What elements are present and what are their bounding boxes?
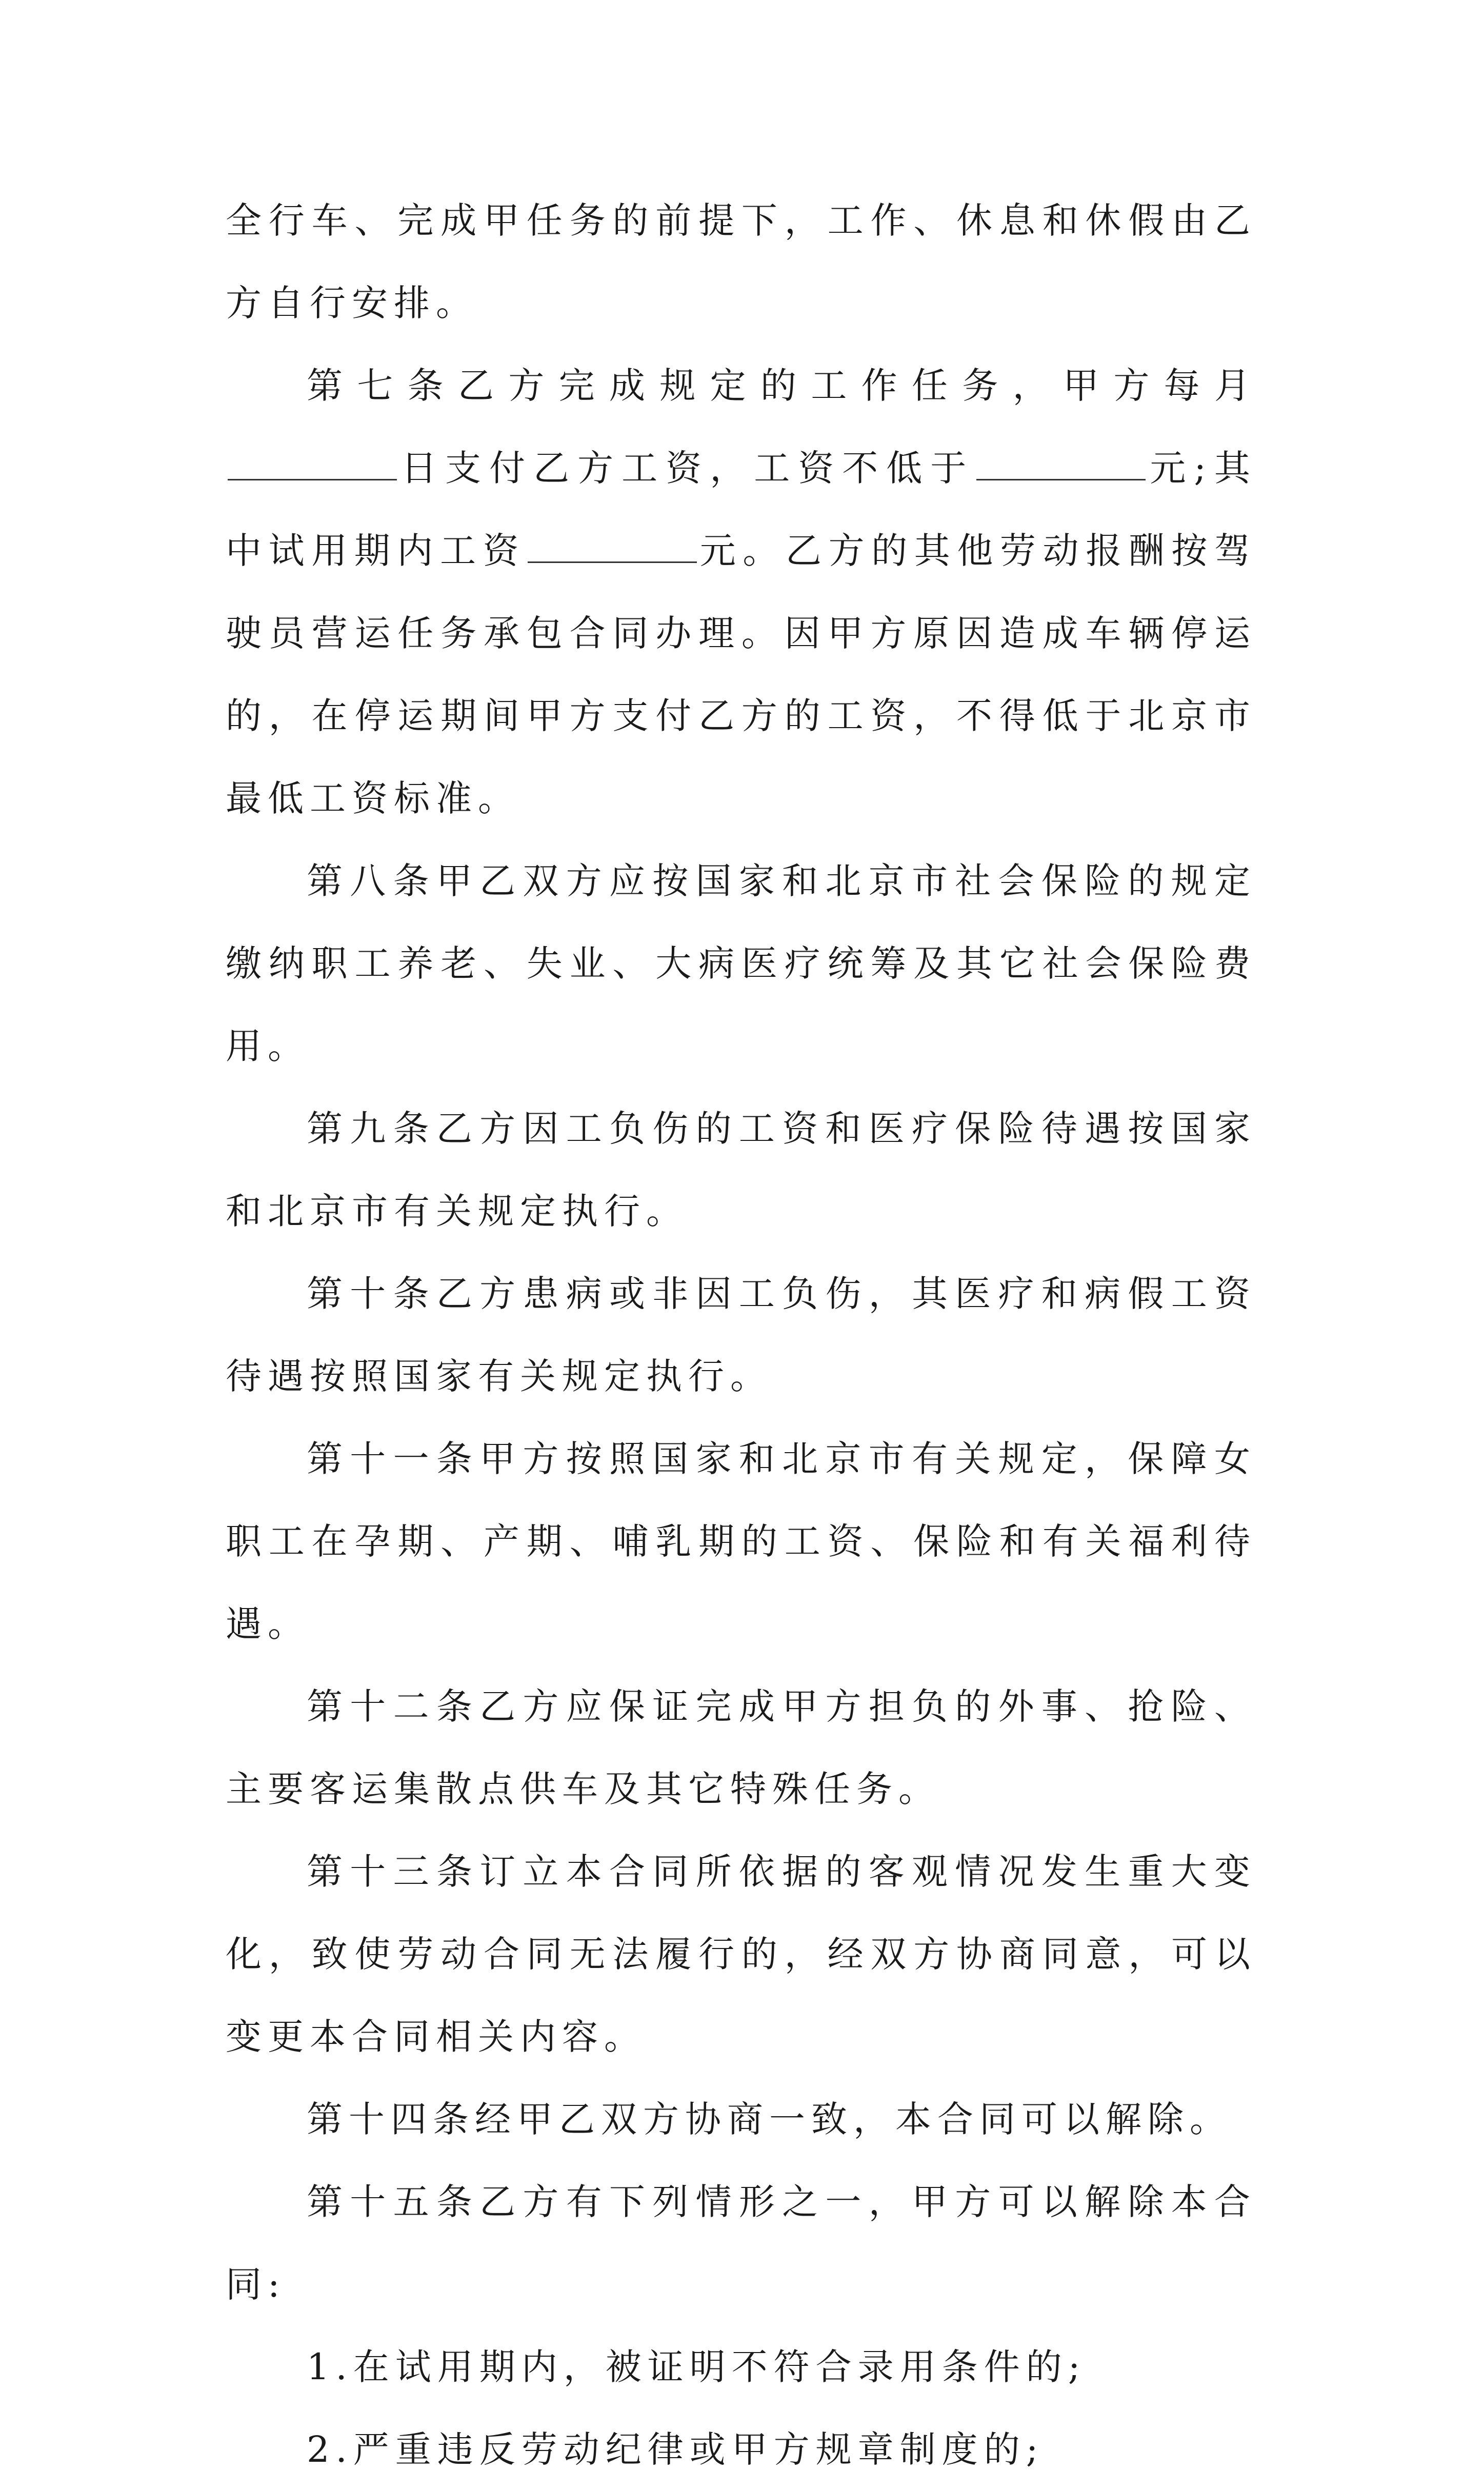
paragraph-work-rest: 全行车、完成甲任务的前提下，工作、休息和休假由乙方自行安排。	[226, 199, 1256, 324]
paragraph-article-8: 第八条甲乙双方应按国家和北京市社会保险的规定缴纳职工养老、失业、大病医疗统筹及其它社会保险费用。	[226, 860, 1256, 1067]
probation-wage-blank[interactable]	[528, 531, 697, 563]
paragraph-article-14: 第十四条经甲乙双方协商一致，本合同可以解除。	[307, 2098, 1232, 2140]
paragraph-article-10: 第十条乙方患病或非因工负伤，其医疗和病假工资待遇按照国家有关规定执行。	[226, 1273, 1256, 1397]
paragraph-article-7	[226, 345, 1256, 840]
pay-day-blank[interactable]	[228, 448, 397, 480]
minimum-wage-blank[interactable]	[976, 448, 1146, 480]
list-item-2: 2.严重违反劳动纪律或甲方规章制度的;	[307, 2428, 1045, 2470]
article-7-part-d: 元。乙方的其他劳动报酬按驾驶员营运任务承包合同办理。因甲方原因造成车辆停运的，在停运期间甲方支付乙方的工资，不得低于北京市最低工资标准。	[226, 530, 1257, 819]
paragraph-article-12: 第十二条乙方应保证完成甲方担负的外事、抢险、主要客运集散点供车及其它特殊任务。	[226, 1685, 1256, 1810]
article-7-part-b: 日支付乙方工资，工资不低于	[399, 447, 975, 489]
paragraph-article-15: 第十五条乙方有下列情形之一，甲方可以解除本合同:	[226, 2181, 1256, 2305]
article-7-part-c: 元;其中试用期内工资	[226, 447, 1256, 572]
paragraph-article-9: 第九条乙方因工负伤的工资和医疗保险待遇按国家和北京市有关规定执行。	[226, 1108, 1256, 1232]
paragraph-article-11: 第十一条甲方按照国家和北京市有关规定，保障女职工在孕期、产期、哺乳期的工资、保险和有关福利待遇。	[226, 1438, 1256, 1645]
contract-text	[226, 179, 1256, 2491]
paragraph-article-13: 第十三条订立本合同所依据的客观情况发生重大变化，致使劳动合同无法履行的，经双方协商同意，可以变更本合同相关内容。	[226, 1851, 1256, 2058]
list-item-1: 1.在试用期内，被证明不符合录用条件的;	[307, 2346, 1087, 2388]
article-7-part-a: 第七条乙方完成规定的工作任务，甲方每月	[307, 365, 1256, 407]
